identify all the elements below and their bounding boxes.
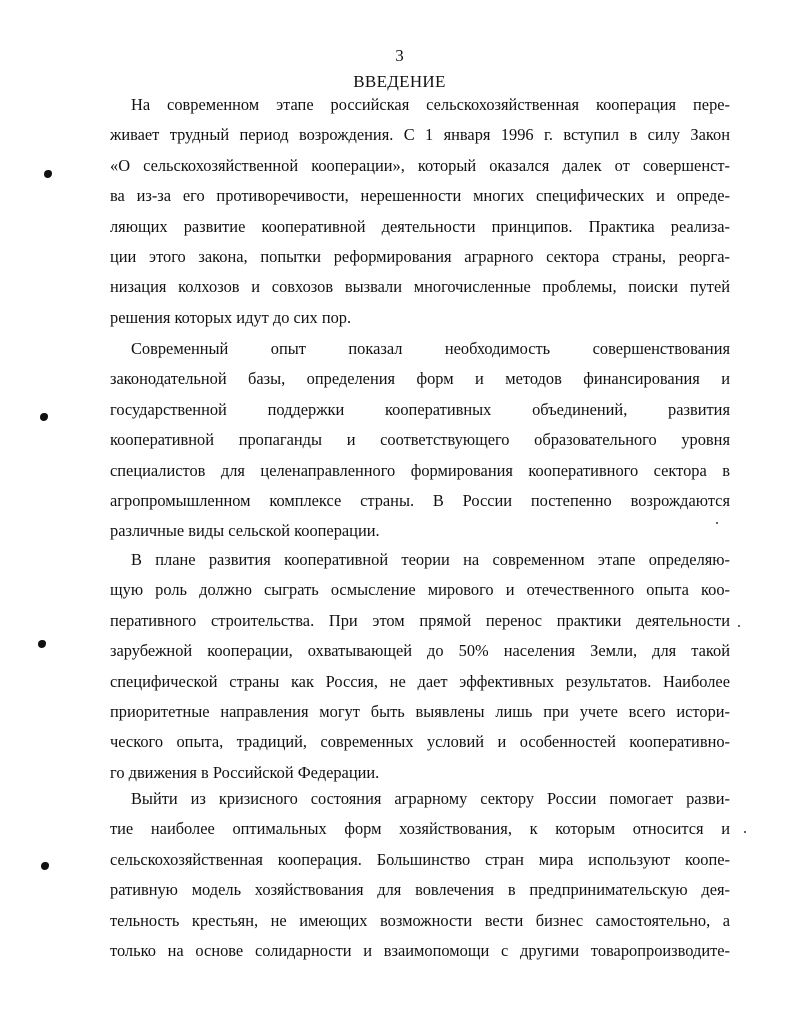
paragraph-line: тие наиболее оптимальных форм хозяйствования, к которым относится и bbox=[110, 819, 730, 839]
paragraph-line: ва из-за его противоречивости, нерешенности многих специфических и опреде- bbox=[110, 186, 730, 206]
paragraph-line: перативного строительства. При этом прямой перенос практики деятельности bbox=[110, 610, 730, 630]
paragraph-line: сельскохозяйственная кооперация. Большинство стран мира используют коопе- bbox=[110, 849, 730, 869]
paragraph-line: ративную модель хозяйствования для вовлечения в предпринимательскую дея- bbox=[110, 880, 730, 900]
paragraph-line: живает трудный период возрождения. С 1 января 1996 г. вступил в силу Закон bbox=[110, 125, 730, 145]
paragraph-line: ческого опыта, традиций, современных условий и особенностей кооперативно- bbox=[110, 732, 730, 752]
paragraph-line: тельность крестьян, не имеющих возможности вести бизнес самостоятельно, а bbox=[110, 910, 730, 930]
scan-speck bbox=[744, 831, 746, 833]
paragraph-line: ляющих развитие кооперативной деятельности принципов. Практика реализа- bbox=[110, 216, 730, 236]
page-number: 3 bbox=[395, 46, 404, 65]
paragraph-line: зарубежной кооперации, охватывающей до 50% населения Земли, для такой bbox=[110, 641, 730, 661]
paragraph-line: В плане развития кооперативной теории на современном этапе определяю- bbox=[131, 550, 730, 569]
paragraph-line: «О сельскохозяйственной кооперации», который оказался далек от совершенст- bbox=[110, 155, 730, 175]
paragraph-line: агропромышленном комплексе страны. В России постепенно возрождаются bbox=[110, 491, 730, 510]
paragraph-line: специфической страны как Россия, не дает эффективных результатов. Наиболее bbox=[110, 671, 730, 691]
paragraph-line: Современный опыт показал необходимость совершенствования bbox=[131, 339, 730, 358]
scan-mark-2 bbox=[40, 413, 48, 421]
scan-mark-4 bbox=[41, 862, 49, 870]
paragraph-line: решения которых идут до сих пор. bbox=[110, 307, 352, 327]
paragraph-line: кооперативной пропаганды и соответствующего образовательного уровня bbox=[110, 430, 730, 450]
paragraph-line: приоритетные направления могут быть выявлены лишь при учете всего истори- bbox=[110, 702, 730, 721]
paragraph-line: ции этого закона, попытки реформирования аграрного сектора страны, реорга- bbox=[110, 247, 730, 266]
paragraph-line: На современном этапе российская сельскохозяйственная кооперация пере- bbox=[131, 95, 730, 114]
paragraph-line: Выйти из кризисного состояния аграрному сектору России помогает разви- bbox=[131, 789, 730, 808]
paragraph-line: различные виды сельской кооперации. bbox=[110, 521, 380, 541]
paragraph-line: специалистов для целенаправленного формирования кооперативного сектора в bbox=[110, 460, 730, 480]
scan-speck bbox=[738, 625, 740, 627]
paragraph-line: государственной поддержки кооперативных объединений, развития bbox=[110, 399, 730, 419]
scan-speck bbox=[716, 522, 718, 524]
paragraph-line: только на основе солидарности и взаимопомощи с другими товаропроизводите- bbox=[110, 941, 730, 960]
page-title: ВВЕДЕНИЕ bbox=[353, 72, 446, 91]
scan-mark-3 bbox=[38, 640, 46, 648]
scan-mark-1 bbox=[44, 170, 52, 178]
paragraph-line: низация колхозов и совхозов вызвали многочисленные проблемы, поиски путей bbox=[110, 277, 730, 297]
paragraph-line: го движения в Российской Федерации. bbox=[110, 762, 380, 782]
paragraph-line: законодательной базы, определения форм и методов финансирования и bbox=[110, 369, 730, 389]
paragraph-line: щую роль должно сыграть осмысление мирового и отечественного опыта коо- bbox=[110, 580, 730, 600]
